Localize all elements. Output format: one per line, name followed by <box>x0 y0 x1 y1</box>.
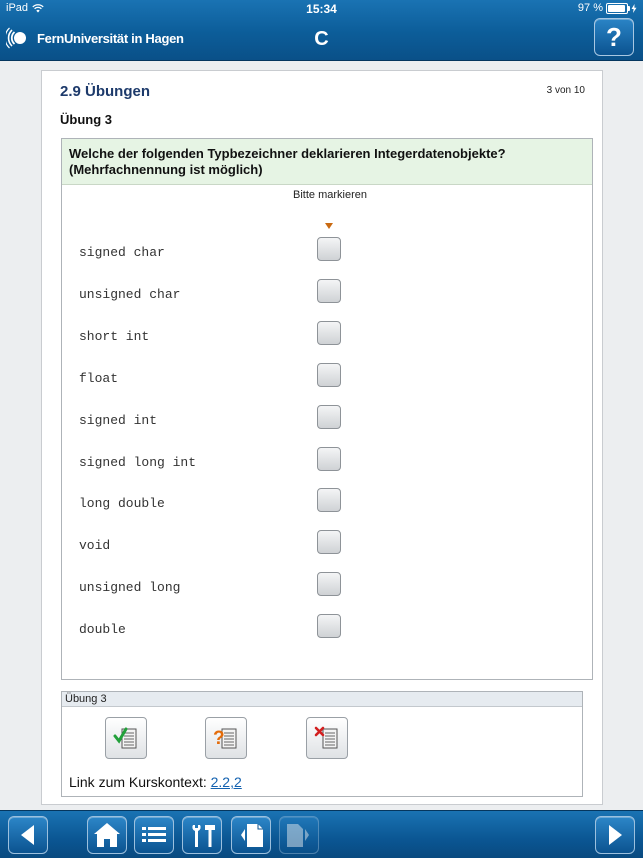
exercise-title: Übung 3 <box>60 112 112 127</box>
option-checkbox[interactable] <box>317 572 341 596</box>
charging-icon <box>631 4 637 13</box>
contents-button[interactable] <box>134 816 174 854</box>
option-row <box>62 538 592 568</box>
next-page-button[interactable] <box>279 816 319 854</box>
home-button[interactable] <box>87 816 127 854</box>
option-row <box>62 287 592 317</box>
exercise-page <box>41 70 603 805</box>
option-row <box>62 413 592 443</box>
hint-icon <box>212 724 240 752</box>
option-checkbox[interactable] <box>317 363 341 387</box>
home-icon <box>88 817 126 853</box>
hint-button[interactable] <box>205 717 247 759</box>
option-row <box>62 622 592 652</box>
option-label: signed long int <box>79 455 197 470</box>
option-checkbox[interactable] <box>317 447 341 471</box>
back-button[interactable] <box>8 816 48 854</box>
tools-icon <box>183 817 221 853</box>
list-icon <box>135 817 173 853</box>
option-label: short int <box>79 329 150 344</box>
check-solution-icon <box>112 724 140 752</box>
course-context-line <box>69 774 242 790</box>
next-page-icon <box>280 817 318 853</box>
option-checkbox[interactable] <box>317 405 341 429</box>
column-header: Bitte markieren <box>293 189 367 201</box>
top-bar <box>0 0 643 61</box>
check-solution-button[interactable] <box>105 717 147 759</box>
reset-icon <box>313 724 341 752</box>
option-row <box>62 580 592 610</box>
back-arrow-icon <box>9 817 47 853</box>
previous-page-button[interactable] <box>231 816 271 854</box>
option-label: signed int <box>79 413 158 428</box>
option-label: signed char <box>79 245 165 260</box>
option-row <box>62 371 592 401</box>
device-label: iPad <box>6 2 29 14</box>
reset-button[interactable] <box>306 717 348 759</box>
option-checkbox[interactable] <box>317 321 341 345</box>
option-checkbox[interactable] <box>317 614 341 638</box>
option-checkbox[interactable] <box>317 237 341 261</box>
exercise-tools-panel <box>61 691 583 797</box>
page-count: 3 von 10 <box>546 85 585 96</box>
option-row <box>62 245 592 275</box>
option-row <box>62 496 592 526</box>
question-text: Welche der folgenden Typbezeichner deklarieren Integerdatenobjekte? (Mehrfachnennung ist möglich) <box>62 139 592 185</box>
tools-button[interactable] <box>182 816 222 854</box>
context-label: Link zum Kurskontext: <box>69 774 211 790</box>
option-checkbox[interactable] <box>317 279 341 303</box>
option-label: void <box>79 538 111 553</box>
forward-arrow-icon <box>596 817 634 853</box>
option-row <box>62 455 592 485</box>
option-label: double <box>79 622 126 637</box>
option-label: long double <box>79 496 165 511</box>
battery-percent: 97 % <box>577 2 603 14</box>
option-label: float <box>79 371 119 386</box>
arrow-down-icon <box>325 223 333 229</box>
previous-page-icon <box>232 817 270 853</box>
option-label: unsigned char <box>79 287 181 302</box>
logo-text: FernUniversität in Hagen <box>37 30 184 46</box>
section-title: 2.9 Übungen <box>60 83 151 100</box>
forward-button[interactable] <box>595 816 635 854</box>
option-label: unsigned long <box>79 580 181 595</box>
option-checkbox[interactable] <box>317 488 341 512</box>
question-box <box>61 138 593 680</box>
status-time: 15:34 <box>306 2 337 16</box>
battery-icon <box>606 3 628 14</box>
course-context-link[interactable]: 2.2,2 <box>210 774 242 790</box>
option-checkbox[interactable] <box>317 530 341 554</box>
bottom-toolbar <box>0 810 643 858</box>
svg-text:?: ? <box>213 728 225 749</box>
status-right <box>578 2 637 14</box>
tools-header: Übung 3 <box>62 692 582 707</box>
nav-title: C <box>314 28 329 50</box>
help-button[interactable]: ? <box>594 18 634 56</box>
option-row <box>62 329 592 359</box>
